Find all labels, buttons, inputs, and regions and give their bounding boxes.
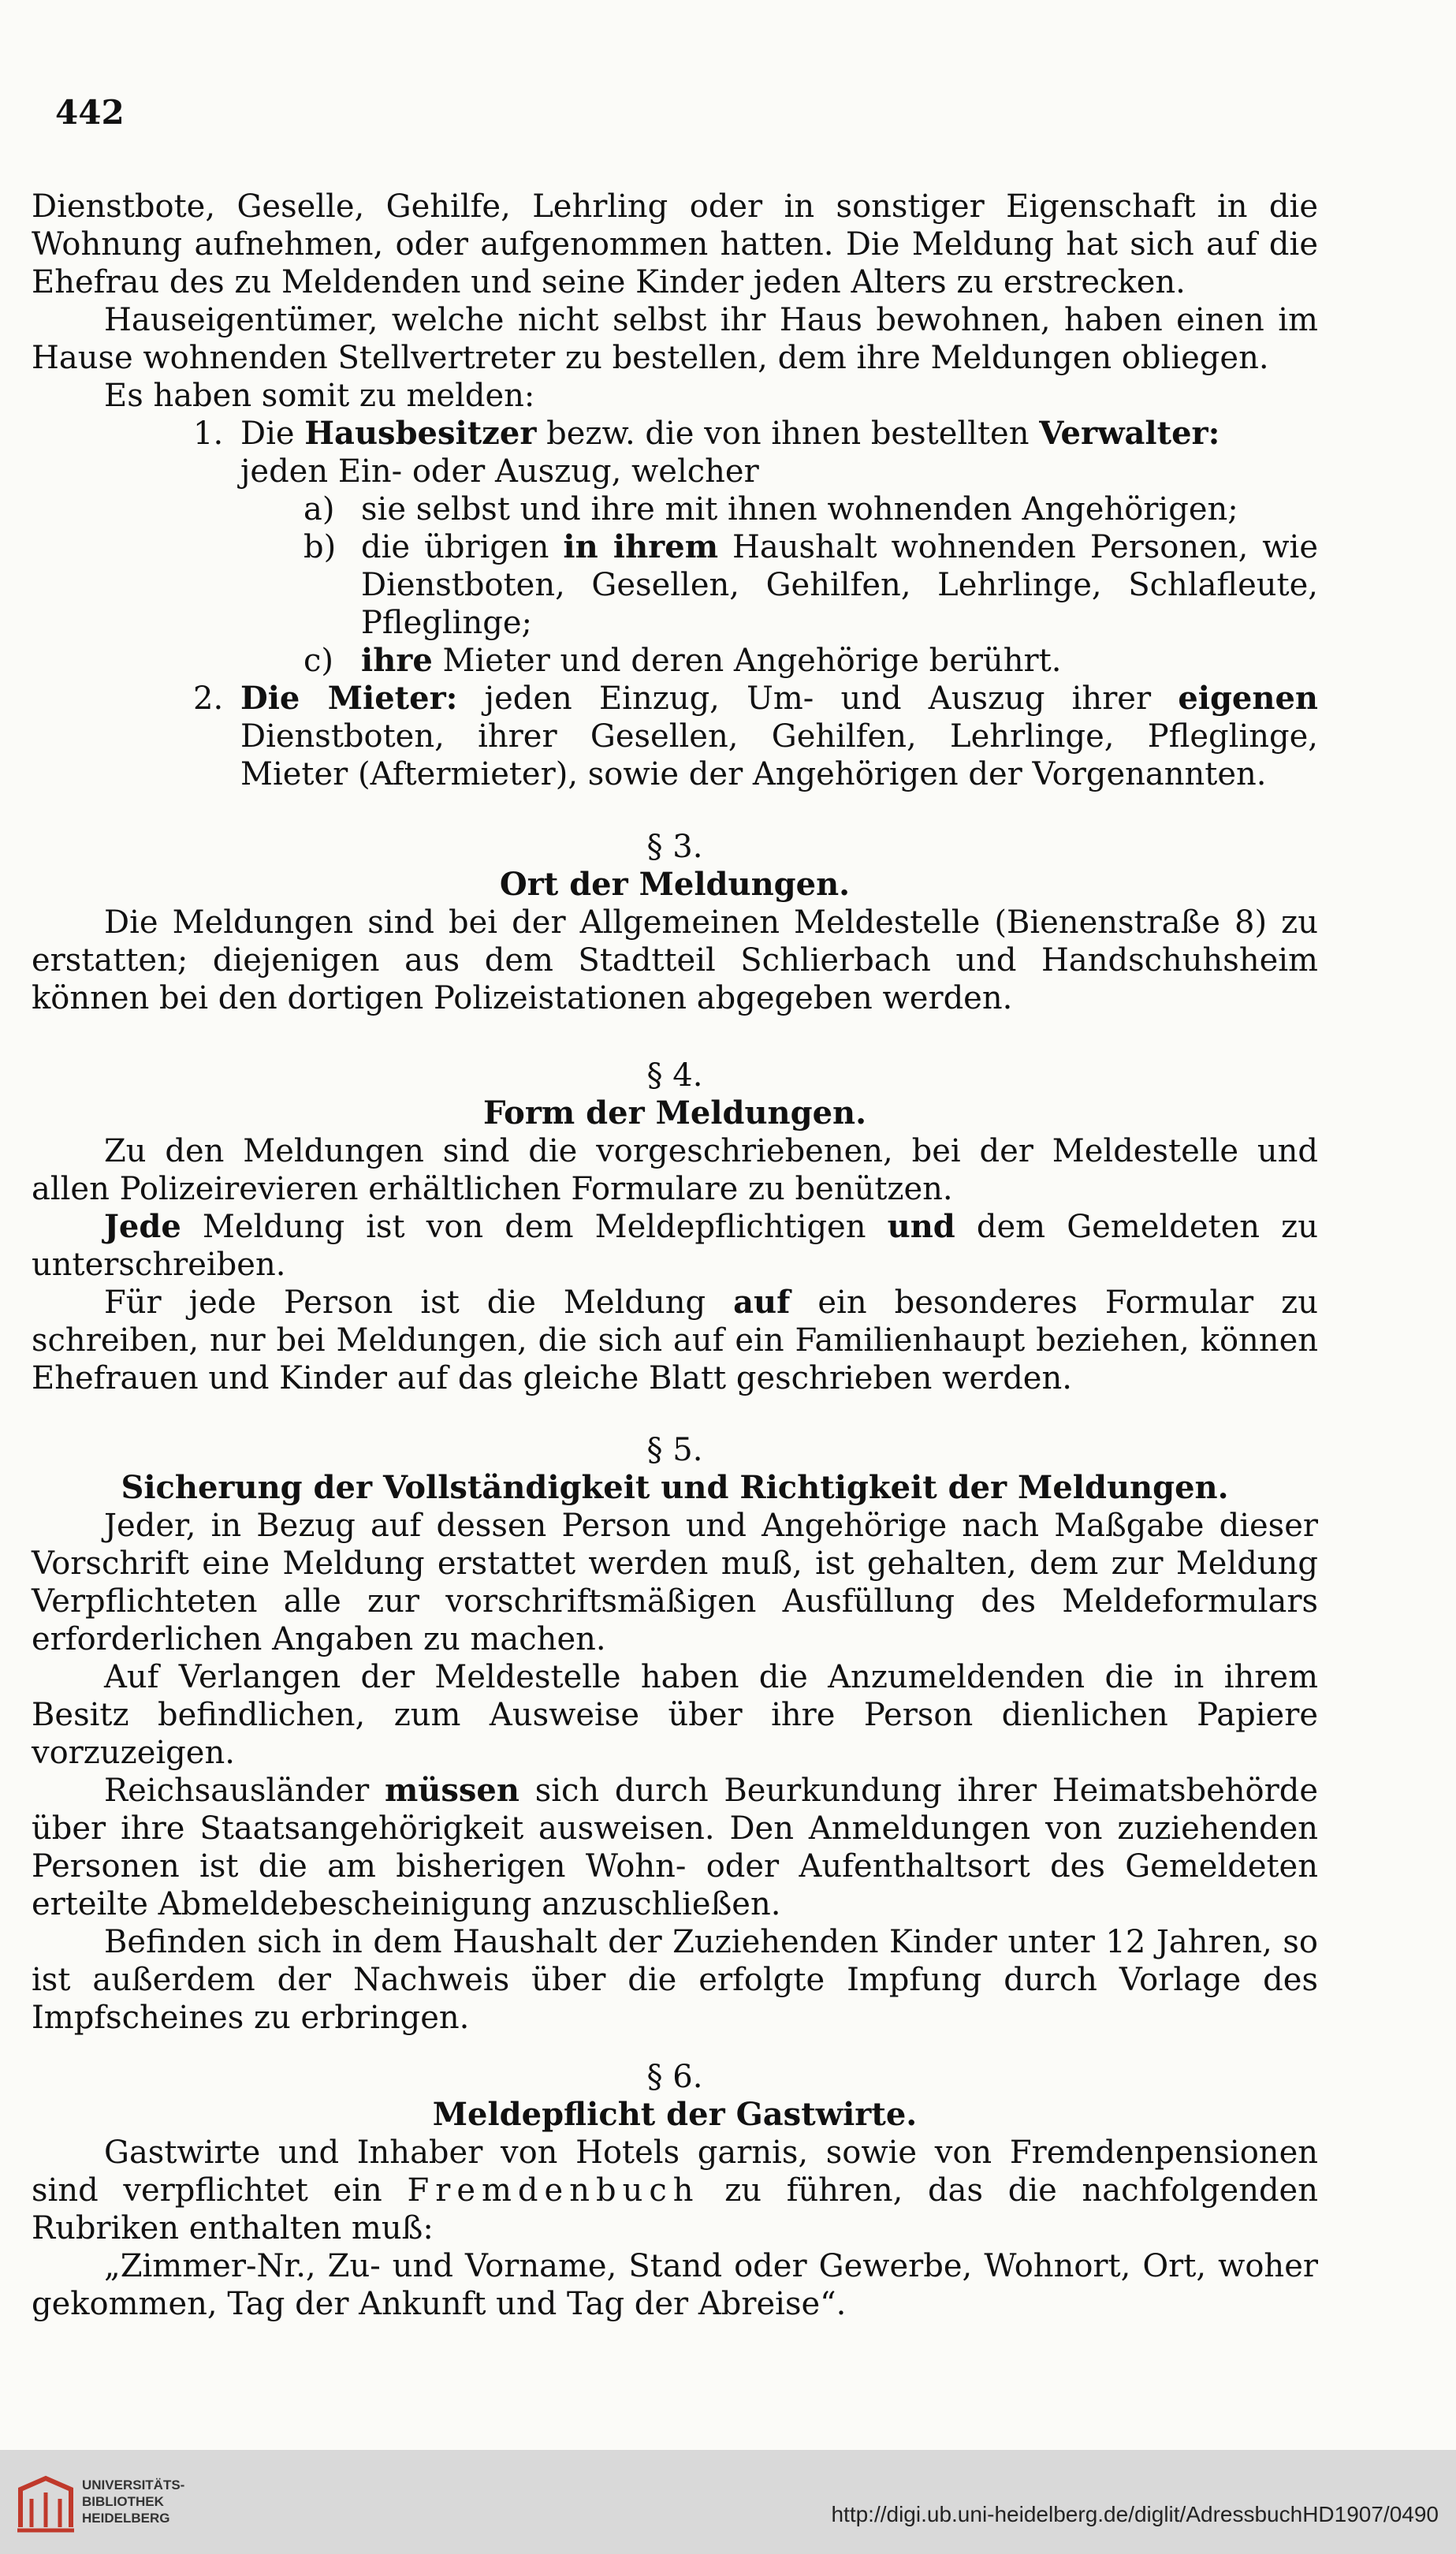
list-item-1 xyxy=(32,415,1318,453)
sub-item-label: a) xyxy=(303,491,335,528)
bold-term: eigenen xyxy=(1178,680,1318,717)
list-item-1-continuation: jeden Ein- oder Auszug, welcher xyxy=(240,453,759,490)
section-paragraph: Die Meldungen sind bei der Allgemeinen Meldestelle (Bienenstraße 8) zu erstatten; diejenigen aus dem Stadtteil Schlierbach und Handschuhsheim können bei den dortigen Polizeistationen abgegeben werden. xyxy=(32,904,1318,1016)
sub-item-text: Haushalt wohnenden Personen, wie Dienstboten, Gesellen, Gehilfen, Lehrlinge, Schlafleute, Pfleglinge; xyxy=(361,529,1318,641)
paragraph-text: Für jede Person ist die Meldung xyxy=(104,1284,734,1321)
section-paragraph xyxy=(32,1208,1318,1284)
library-logo-icon xyxy=(14,2472,77,2535)
sub-item-a xyxy=(32,490,1318,528)
section-sign: § 4. xyxy=(646,1057,703,1094)
section-paragraph xyxy=(32,2134,1318,2247)
bold-term: Jede xyxy=(104,1208,181,1245)
section-paragraph: „Zimmer-Nr., Zu- und Vorname, Stand oder Gewerbe, Wohnort, Ort, woher gekommen, Tag der Ankunft und Tag der Abreise“. xyxy=(32,2248,1318,2322)
sub-item-b xyxy=(32,528,1318,642)
paragraph-text: Gastwirte und Inhaber von Hotels garnis, sowie von Fremdenpensionen sind verpflichtet ein xyxy=(32,2135,1318,2209)
section-heading: Meldepflicht der Gastwirte. xyxy=(432,2096,918,2133)
bold-term: Verwalter: xyxy=(1039,415,1220,452)
sub-item-label: c) xyxy=(303,643,334,679)
bold-term: Die Mieter: xyxy=(240,680,458,717)
sub-item-label: b) xyxy=(303,529,337,565)
section-sign: § 3. xyxy=(646,829,703,865)
source-url-link[interactable]: http://digi.ub.uni-heidelberg.de/diglit/AdressbuchHD1907/0490 xyxy=(831,2502,1439,2526)
section-paragraph: Auf Verlangen der Meldestelle haben die Anzumeldenden die in ihrem Besitz befindlichen, zum Ausweise über ihre Person dienlichen Papiere vorzuzeigen. xyxy=(32,1659,1318,1771)
section-6 xyxy=(32,2058,1318,2323)
section-5 xyxy=(32,1431,1318,2037)
paragraph-text: dem Gemeldeten zu unterschreiben. xyxy=(32,1209,1318,1283)
section-heading: Form der Meldungen. xyxy=(482,1094,867,1132)
bold-term: ihre xyxy=(361,642,433,679)
library-name xyxy=(82,2477,184,2526)
sub-item-c xyxy=(32,642,1318,680)
intro-paragraph-2: Hauseigentümer, welche nicht selbst ihr Haus bewohnen, haben einen im Hause wohnenden Stellvertreter zu bestellen, dem ihre Meldungen obliegen. xyxy=(32,302,1318,376)
section-paragraph: Zu den Meldungen sind die vorgeschriebenen, bei der Meldestelle und allen Polizeirevieren erhältlichen Formulare zu benützen. xyxy=(32,1133,1318,1207)
intro-block xyxy=(32,188,1318,793)
paragraph-text: Reichsausländer xyxy=(104,1773,385,1809)
reporting-list xyxy=(32,415,1318,793)
list-item-text: Dienstboten, ihrer Gesellen, Gehilfen, Lehrlinge, Pfleglinge, Mieter (Aftermieter), sowie der Angehörigen der Vorgenannten. xyxy=(240,718,1318,792)
library-name-line: UNIVERSITÄTS- xyxy=(82,2478,185,2492)
section-heading: Sicherung der Vollständigkeit und Richtigkeit der Meldungen. xyxy=(121,1469,1229,1506)
paragraph-text: ein besonderes Formular zu schreiben, nur bei Meldungen, die sich auf ein Familienhaupt beziehen, können Ehefrauen und Kinder auf das gleiche Blatt geschrieben werden. xyxy=(32,1284,1318,1396)
section-sign: § 5. xyxy=(646,1432,703,1468)
section-paragraph xyxy=(32,1772,1318,1923)
paragraph-text: Meldung ist von dem Meldepflichtigen xyxy=(181,1209,888,1245)
section-3 xyxy=(32,828,1318,1017)
footer-bar xyxy=(0,2450,1456,2554)
section-paragraph: Befinden sich in dem Haushalt der Zuziehenden Kinder unter 12 Jahren, so ist außerdem der Nachweis über die erfolgte Impfung durch Vorlage des Impfscheines zu erbringen. xyxy=(32,1924,1318,2036)
bold-term: und xyxy=(887,1208,955,1245)
list-item-text: Die xyxy=(240,416,305,452)
spaced-term: Fremdenbuch xyxy=(407,2172,700,2209)
section-sign: § 6. xyxy=(646,2059,703,2095)
list-item-text: jeden Einzug, Um- und Auszug ihrer xyxy=(457,680,1179,717)
section-heading: Ort der Meldungen. xyxy=(499,866,851,903)
list-item-number: 1. xyxy=(193,416,224,452)
list-item-number: 2. xyxy=(193,680,224,717)
sub-item-text: sie selbst und ihre mit ihnen wohnenden Angehörigen; xyxy=(361,491,1238,528)
sub-item-text: die übrigen xyxy=(361,529,564,565)
list-item-2 xyxy=(32,680,1318,793)
intro-paragraph-1: Dienstbote, Geselle, Gehilfe, Lehrling oder in sonstiger Eigenschaft in die Wohnung aufnehmen, oder aufgenommen hatten. Die Meldung hat sich auf die Ehefrau des zu Meldenden und seine Kinder jeden Alters zu erstrecken. xyxy=(32,188,1318,300)
paragraph-text: zu führen, das die nachfolgenden Rubriken enthalten muß: xyxy=(32,2172,1318,2246)
library-name-line: HEIDELBERG xyxy=(82,2511,170,2526)
bold-term: in ihrem xyxy=(563,528,719,565)
page-number: 442 xyxy=(55,93,125,132)
bold-term: müssen xyxy=(384,1772,519,1809)
sub-item-text: Mieter und deren Angehörige berührt. xyxy=(432,643,1062,679)
bold-term: Hausbesitzer xyxy=(304,415,537,452)
section-paragraph xyxy=(32,1284,1318,1397)
section-paragraph: Jeder, in Bezug auf dessen Person und Angehörige nach Maßgabe dieser Vorschrift eine Meldung erstattet werden muß, ist gehalten, dem zur Meldung Verpflichteten alle zur vorschriftsmäßigen Ausfüllung des Meldeformulars erforderlichen Angaben zu machen. xyxy=(32,1508,1318,1657)
paragraph-text: sich durch Beurkundung ihrer Heimatsbehörde über ihre Staatsangehörigkeit ausweisen. Den Anmeldungen von zuziehenden Personen ist die am bisherigen Wohn- oder Aufenthaltsort des Gemeldeten erteilte Abmeldebescheinigung anzuschließen. xyxy=(32,1773,1318,1922)
library-name-line: BIBLIOTHEK xyxy=(82,2494,164,2509)
intro-paragraph-3: Es haben somit zu melden: xyxy=(104,378,535,414)
list-item-text: bezw. die von ihnen bestellten xyxy=(536,416,1040,452)
bold-term: auf xyxy=(733,1284,791,1321)
section-4 xyxy=(32,1057,1318,1397)
